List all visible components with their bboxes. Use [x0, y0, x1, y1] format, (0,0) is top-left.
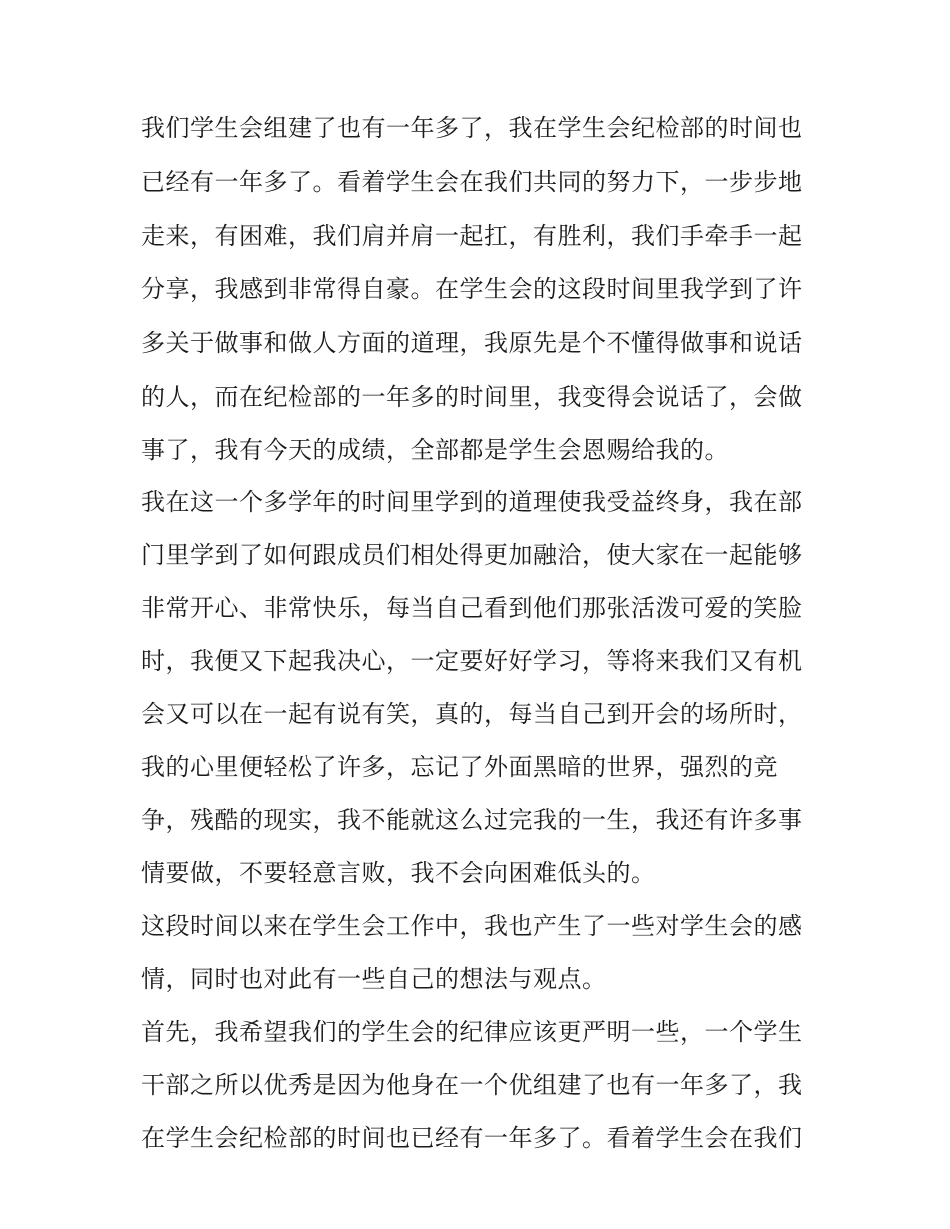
- text-line: 干部之所以优秀是因为他身在一个优组建了也有一年多了，我: [141, 1071, 803, 1099]
- text-line: 分享，我感到非常得自豪。在学生会的这段时间里我学到了许: [141, 275, 803, 303]
- text-line: 在学生会纪检部的时间也已经有一年多了。看着学生会在我们: [141, 1124, 803, 1152]
- text-line: 首先，我希望我们的学生会的纪律应该更严明一些，一个学生: [141, 1018, 803, 1046]
- text-line: 情要做，不要轻意言败，我不会向困难低头的。: [141, 859, 656, 887]
- text-line: 我们学生会组建了也有一年多了，我在学生会纪检部的时间也: [141, 114, 803, 142]
- text-line: 走来，有困难，我们肩并肩一起扛，有胜利，我们手牵手一起: [141, 222, 803, 250]
- text-line: 我的心里便轻松了许多，忘记了外面黑暗的世界，强烈的竞: [141, 753, 778, 781]
- text-line: 时，我便又下起我决心，一定要好好学习，等将来我们又有机: [141, 647, 803, 675]
- text-line: 的人，而在纪检部的一年多的时间里，我变得会说话了，会做: [141, 383, 803, 411]
- text-line: 争，残酷的现实，我不能就这么过完我的一生，我还有许多事: [141, 806, 803, 834]
- text-line: 会又可以在一起有说有笑，真的，每当自己到开会的场所时，: [141, 700, 803, 728]
- text-line: 这段时间以来在学生会工作中，我也产生了一些对学生会的感: [141, 912, 803, 940]
- text-line: 多关于做事和做人方面的道理，我原先是个不懂得做事和说话: [141, 329, 803, 357]
- text-line: 门里学到了如何跟成员们相处得更加融洽，使大家在一起能够: [141, 541, 803, 569]
- text-line: 非常开心、非常快乐，每当自己看到他们那张活泼可爱的笑脸: [141, 594, 803, 622]
- text-line: 我在这一个多学年的时间里学到的道理使我受益终身，我在部: [141, 488, 803, 516]
- text-line: 情，同时也对此有一些自己的想法与观点。: [141, 965, 607, 993]
- text-line: 事了，我有今天的成绩，全部都是学生会恩赐给我的。: [141, 436, 729, 464]
- text-line: 已经有一年多了。看着学生会在我们共同的努力下，一步步地: [141, 168, 803, 196]
